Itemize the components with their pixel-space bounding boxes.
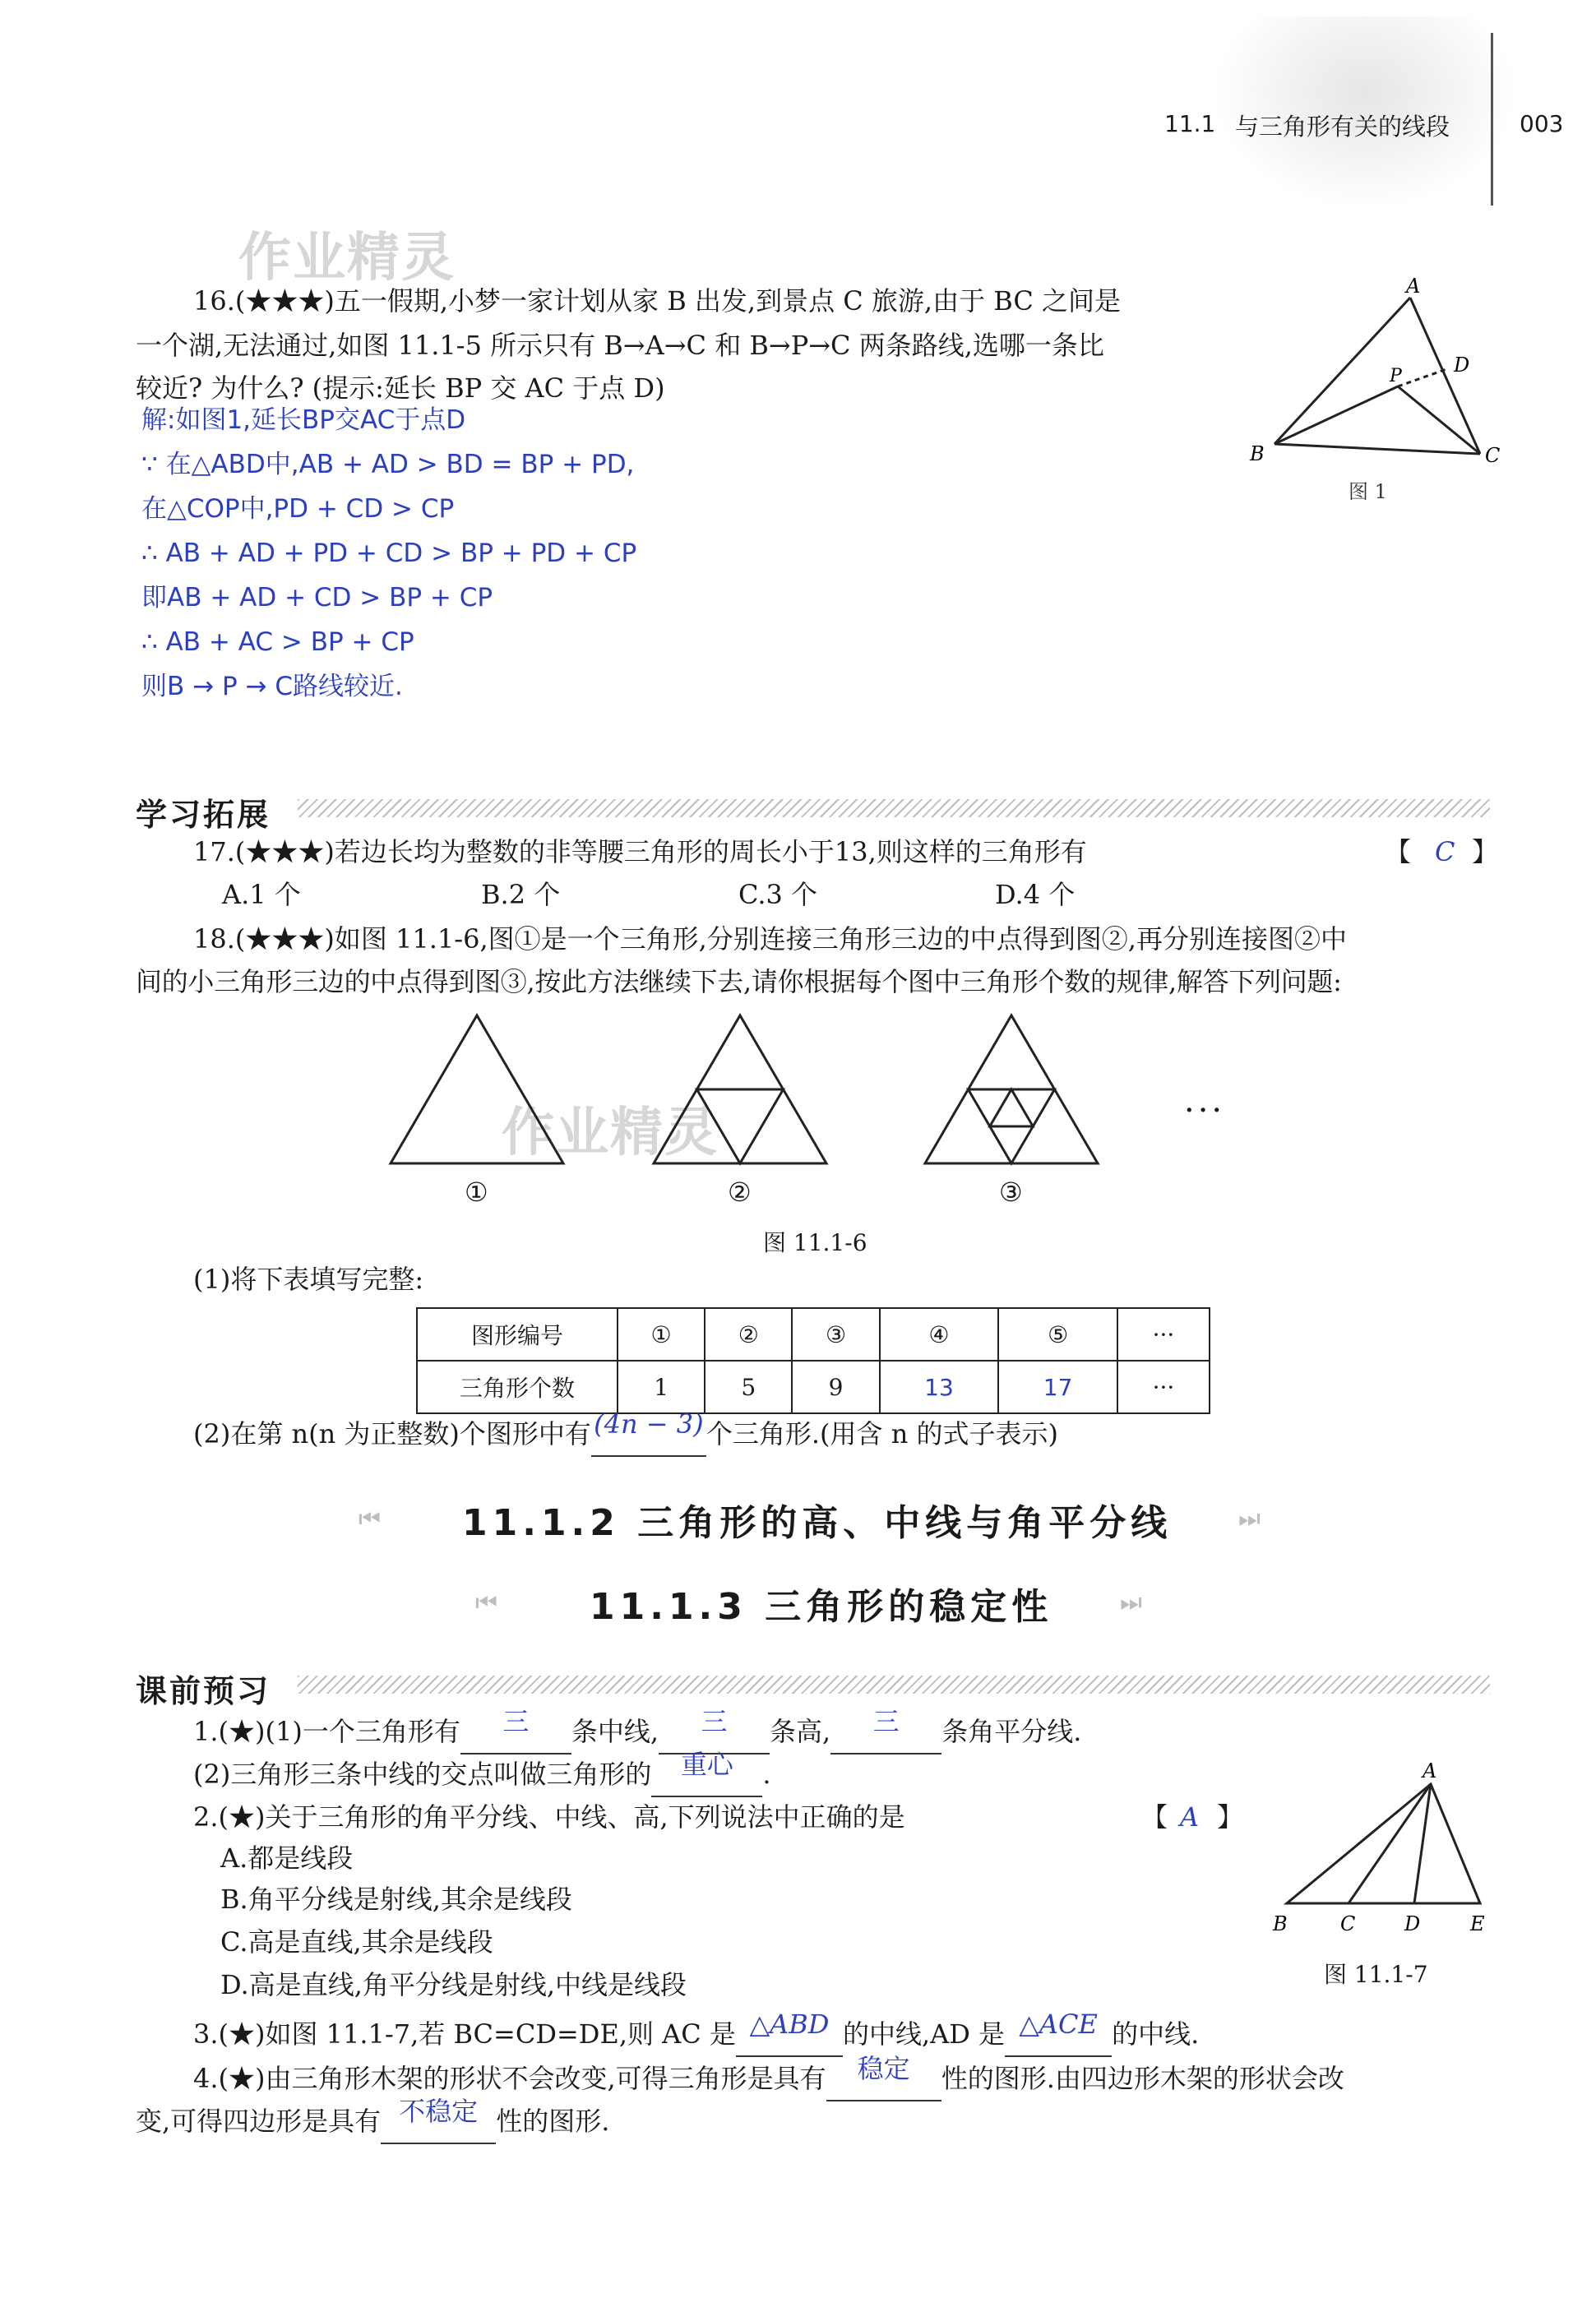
watermark-middle: 作业精灵	[502, 1103, 719, 1163]
fig1-label-p: P	[1390, 366, 1402, 386]
chapter-title-11-1-2: 11.1.2 三角形的高、中线与角平分线	[462, 1502, 1173, 1544]
q16-solution-line: 即AB + AD + CD > BP + CP	[141, 583, 493, 613]
table-cell: ②	[705, 1308, 792, 1361]
p1-a-after: 条角平分线.	[941, 1716, 1082, 1747]
p3-mid: 的中线,AD 是	[842, 2018, 1006, 2050]
table-row	[417, 1361, 1210, 1413]
p1-line-a	[193, 1706, 1082, 1755]
fig-label-3: ③	[999, 1177, 1023, 1208]
q18-part2-answer: (4n − 3)	[594, 1408, 704, 1440]
p1-blank-3	[830, 1706, 941, 1755]
q16-solution-line: 解:如图1,延长BP交AC于点D	[141, 405, 466, 435]
title1-prev-icon: ⏮	[359, 1505, 381, 1533]
header-divider	[1491, 33, 1493, 206]
q16-solution	[141, 398, 636, 709]
section-heading-preview: 课前预习	[136, 1673, 271, 1709]
segment-bc	[1274, 444, 1480, 454]
table-cell: 9	[792, 1361, 879, 1413]
p2-option-c: C.高是直线,其余是线段	[220, 1926, 493, 1958]
table-cell: ···	[1117, 1361, 1210, 1413]
table-cell-filled: 17	[998, 1361, 1117, 1413]
p1-a-before: 1.(★)(1)一个三角形有	[193, 1716, 460, 1747]
table-cell: ①	[618, 1308, 705, 1361]
q17-option-b: B.2 个	[481, 879, 561, 910]
table-cell: ④	[880, 1308, 999, 1361]
q18-part2-after: 个三角形.(用含 n 的式子表示)	[705, 1418, 1058, 1449]
table-cell-filled: 13	[880, 1361, 999, 1413]
page-number: 003	[1520, 110, 1564, 137]
q18-part2-blank	[591, 1408, 706, 1457]
q18-line2: 间的小三角形三边的中点得到图③,按此方法继续下去,请你根据每个图中三角形个数的规律,解答下列问题:	[136, 966, 1342, 997]
fig1-label-a: A	[1406, 275, 1421, 298]
p2-option-b: B.角平分线是射线,其余是线段	[220, 1884, 572, 1915]
fig-ellipsis: ···	[1184, 1092, 1226, 1130]
figure-1	[1233, 271, 1513, 518]
table-cell: 5	[705, 1361, 792, 1413]
q17-bracket-close: 】	[1472, 836, 1499, 867]
p4-line2-after: 性的图形.	[496, 2106, 610, 2137]
p2-bracket-close: 】	[1217, 1801, 1244, 1833]
p3-before: 3.(★)如图 11.1-7,若 BC=CD=DE,则 AC 是	[193, 2018, 736, 2050]
triangle-fig2-inner	[697, 1089, 784, 1163]
q17-bracket-open: 【	[1385, 836, 1412, 867]
fig-label-1: ①	[465, 1177, 488, 1208]
segment-pd-dashed	[1398, 368, 1449, 386]
q16-line2: 一个湖,无法通过,如图 11.1-5 所示只有 B→A→C 和 B→P→C 两条路线,选哪一条比	[136, 330, 1104, 361]
p3-answer-1: △ABD	[749, 2009, 830, 2040]
p2-stem: 2.(★)关于三角形的角平分线、中线、高,下列说法中正确的是	[193, 1801, 905, 1833]
table-cell: ⑤	[998, 1308, 1117, 1361]
q16-line3: 较近? 为什么? (提示:延长 BP 交 AC 于点 D)	[136, 372, 665, 404]
segment-bp	[1274, 386, 1398, 444]
p3-after: 的中线.	[1112, 2018, 1200, 2050]
title2-next-icon: ⏭	[1120, 1588, 1142, 1617]
p4-answer-1: 稳定	[857, 2053, 910, 2084]
p3-blank-1	[736, 2009, 843, 2057]
title2-prev-icon: ⏮	[475, 1588, 497, 1617]
p2-answer: A	[1180, 1801, 1200, 1833]
p1-answer-4: 重心	[680, 1749, 733, 1780]
q16-solution-line: 则B → P → C路线较近.	[141, 672, 403, 701]
q17-option-d: D.4 个	[995, 879, 1076, 910]
q18-part1: (1)将下表填写完整:	[193, 1264, 424, 1295]
segment-ad	[1414, 1784, 1431, 1903]
p1-a-mid1: 条中线,	[571, 1716, 659, 1747]
table-row-header: 三角形个数	[417, 1361, 618, 1413]
q17-option-a: A.1 个	[222, 879, 301, 910]
p1-blank-1	[460, 1706, 571, 1755]
triangle-fig3-innermost	[990, 1089, 1034, 1126]
p1-b-after: .	[762, 1759, 771, 1790]
fig1-label-c: C	[1485, 444, 1501, 467]
q16-solution-line: 在△COP中,PD + CD > CP	[141, 494, 455, 524]
table-cell: 1	[618, 1361, 705, 1413]
figure-11-1-6-caption: 图 11.1-6	[763, 1229, 867, 1256]
q16-solution-line: ∴ AB + AD + PD + CD > BP + PD + CP	[141, 539, 637, 568]
fig1-caption: 图 1	[1349, 480, 1387, 503]
q16-line1: 16.(★★★)五一假期,小梦一家计划从家 B 出发,到景点 C 旅游,由于 BC 之间是	[193, 285, 1122, 317]
triangle-count-table	[416, 1307, 1210, 1414]
section-heading-extension: 学习拓展	[136, 797, 271, 833]
q17-answer: C	[1435, 836, 1455, 867]
q18-line1: 18.(★★★)如图 11.1-6,图①是一个三角形,分别连接三角形三边的中点得到图②,再分别连接图②中	[193, 923, 1347, 955]
header-section-number: 11.1	[1164, 110, 1216, 137]
p4-line2-before: 变,可得四边形是具有	[136, 2106, 382, 2137]
segment-ac	[1410, 298, 1480, 454]
figure-11-1-6	[378, 1007, 1283, 1221]
p4-line2	[136, 2096, 610, 2144]
p4-line1-before: 4.(★)由三角形木架的形状不会改变,可得三角形是具有	[193, 2063, 826, 2094]
fig117-label-b: B	[1273, 1912, 1288, 1935]
p1-line-b	[193, 1749, 771, 1797]
figure-11-1-7-caption: 图 11.1-7	[1324, 1961, 1428, 1988]
fig117-label-e: E	[1470, 1912, 1485, 1935]
p2-option-d: D.高是直线,角平分线是射线,中线是线段	[220, 1969, 687, 2000]
p1-b-before: (2)三角形三条中线的交点叫做三角形的	[193, 1759, 652, 1790]
q18-part2	[193, 1408, 1058, 1457]
p1-answer-2: 三	[701, 1706, 728, 1737]
q17-stem: 17.(★★★)若边长均为整数的非等腰三角形的周长小于13,则这样的三角形有	[193, 836, 1087, 867]
header-title: 与三角形有关的线段	[1235, 113, 1450, 141]
q17-option-c: C.3 个	[738, 879, 818, 910]
segment-pc	[1398, 386, 1480, 454]
p1-blank-4	[651, 1749, 762, 1797]
fig117-label-a: A	[1423, 1759, 1437, 1782]
triangle-fig1	[391, 1015, 563, 1163]
segment-ac	[1349, 1784, 1431, 1903]
figure-11-1-7	[1258, 1751, 1505, 1990]
q16-solution-line: ∴ AB + AC > BP + CP	[141, 627, 414, 657]
p4-line1	[193, 2053, 1344, 2101]
q16-solution-line: ∵ 在△ABD中,AB + AD > BD = BP + PD,	[141, 450, 635, 479]
p2-option-a: A.都是线段	[220, 1842, 354, 1874]
fig-label-2: ②	[728, 1177, 752, 1208]
section-hatch-extension	[298, 799, 1490, 817]
table-cell: ③	[792, 1308, 879, 1361]
fig117-label-c: C	[1340, 1912, 1356, 1935]
table-cell: ···	[1117, 1308, 1210, 1361]
p2-bracket-open: 【	[1141, 1801, 1168, 1833]
table-row	[417, 1308, 1210, 1361]
title1-next-icon: ⏭	[1238, 1505, 1261, 1533]
p4-line1-after: 性的图形.由四边形木架的形状会改	[941, 2063, 1344, 2094]
p4-blank-1	[826, 2053, 941, 2101]
p1-answer-1: 三	[502, 1706, 530, 1737]
p4-answer-2: 不稳定	[399, 2096, 479, 2127]
chapter-title-11-1-3: 11.1.3 三角形的稳定性	[590, 1586, 1053, 1628]
fig1-label-b: B	[1250, 442, 1265, 465]
table-row-header: 图形编号	[417, 1308, 618, 1361]
p3-answer-2: △ACE	[1019, 2009, 1098, 2040]
p3-line	[193, 2009, 1200, 2057]
triangle-abe	[1287, 1784, 1480, 1903]
p3-blank-2	[1005, 2009, 1112, 2057]
fig117-label-d: D	[1404, 1912, 1421, 1935]
q18-part2-before: (2)在第 n(n 为正整数)个图形中有	[193, 1418, 591, 1449]
section-hatch-preview	[298, 1676, 1490, 1694]
p1-answer-3: 三	[872, 1706, 900, 1737]
watermark-top: 作业精灵	[238, 228, 456, 289]
p1-a-mid2: 条高,	[770, 1716, 831, 1747]
p4-blank-2	[381, 2096, 496, 2144]
fig1-label-d: D	[1454, 354, 1470, 377]
